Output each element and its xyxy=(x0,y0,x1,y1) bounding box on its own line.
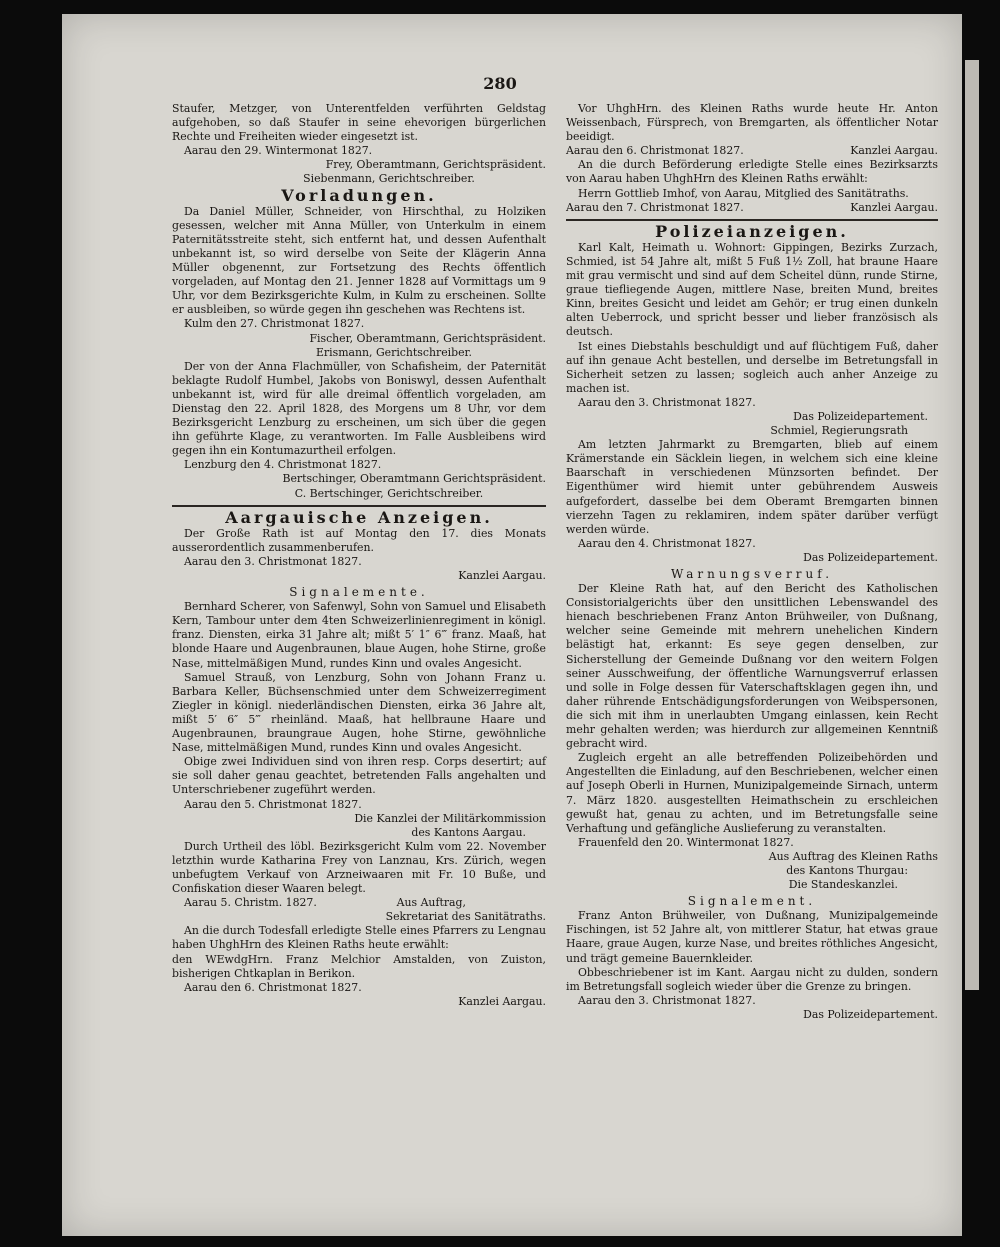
section-heading-polizeianzeigen: Polizeianzeigen. xyxy=(655,221,849,241)
section-divider xyxy=(566,219,938,221)
right-column xyxy=(566,102,938,1022)
notice-bezirksarzt: An die durch Beförderung erledigte Stelle eines Bezirksarzts von Aarau haben UhghHrn des Kleinen Raths erwählt: xyxy=(566,158,938,186)
notice-bezirksarzt-name: Herrn Gottlieb Imhof, von Aarau, Mitglied des Sanitätraths. xyxy=(578,186,909,200)
notice-notar: Vor UhghHrn. des Kleinen Raths wurde heute Hr. Anton Weissenbach, Fürsprech, von Bremgarten, als öffentlicher Notar beeidigt. xyxy=(566,102,938,144)
next-page-edge xyxy=(965,60,979,990)
notice-date: Aarau den 6. Christmonat 1827. xyxy=(566,144,744,158)
notice-grosse-rath: Der Große Rath ist auf Montag den 17. dies Monats ausserordentlich zusammenberufen. xyxy=(172,526,546,554)
notice-deserters: Obige zwei Individuen sind von ihren resp. Corps desertirt; auf sie soll daher genau geachtet, betretenden Falls angehalten und Unterschriebener zugeführt werden. xyxy=(172,755,546,797)
notice-kalt: Karl Kalt, Heimath u. Wohnort: Gippingen, Bezirks Zurzach, Schmied, ist 54 Jahre alt, mißt 5 Fuß 1½ Zoll, hat braune Haare mit grau vermischt und sind auf dem Scheitel dünn, runde Stirne, graue tiefliegende Augen, mittlere Nase, breiten Mund, breites Kinn, breites Gesicht und leidet am Gehör; er trug einen dunkeln alten Ueberrock, und spricht besser und lieber französisch als deutsch. xyxy=(566,240,938,339)
notice-signature: Bertschinger, Oberamtmann Gerichtspräsident. xyxy=(282,472,546,486)
page-number: 280 xyxy=(483,74,517,93)
section-divider xyxy=(172,505,546,507)
notice-date: Aarau den 6. Christmonat 1827. xyxy=(184,980,362,994)
notice-date: Kulm den 27. Christmonat 1827. xyxy=(184,317,365,331)
section-heading-aargauische-anzeigen: Aargauische Anzeigen. xyxy=(225,507,493,527)
notice-signature: Siebenmann, Gerichtschreiber. xyxy=(303,172,475,186)
notice-signature: Kanzlei Aargau. xyxy=(850,144,938,158)
notice-signature: Frey, Oberamtmann, Gerichtspräsident. xyxy=(325,158,546,172)
notice-signature: Fischer, Oberamtmann, Gerichtspräsident. xyxy=(309,331,546,345)
notice-date: Frauenfeld den 20. Wintermonat 1827. xyxy=(578,835,794,849)
notice-date: Aarau den 7. Christmonat 1827. xyxy=(566,200,744,214)
notice-date-row xyxy=(172,896,546,910)
left-column xyxy=(172,102,546,1009)
notice-signature: des Kantons Thurgau: xyxy=(786,863,908,877)
notice-signature: Die Standeskanzlei. xyxy=(788,878,898,892)
notice-date: Aarau den 3. Christmonat 1827. xyxy=(578,993,756,1007)
notice-date: Aarau den 5. Christmonat 1827. xyxy=(184,797,362,811)
notice-stauffer: Staufer, Metzger, von Unterentfelden verführten Geldstag aufgehoben, so daß Staufer in seine ehevorigen bürgerlichen Rechte und Freiheiten wieder eingesetzt ist. xyxy=(172,102,546,144)
notice-signature: Sekretariat des Sanitätraths. xyxy=(385,910,546,924)
notice-frey: Durch Urtheil des löbl. Bezirksgericht Kulm vom 22. November letzthin wurde Katharina Frey von Lanznau, Krs. Zürich, wegen unbefugtem Verkauf von Arzneiwaaren mit Fr. 10 Buße, und Confiskation dieser Waaren belegt. xyxy=(172,839,546,896)
notice-signature: Kanzlei Aargau. xyxy=(458,569,546,582)
notice-signature: Die Kanzlei der Militärkommission xyxy=(354,811,546,825)
notice-signature: des Kantons Aargau. xyxy=(411,825,526,839)
notice-pfarrer-name: den WEwdgHrn. Franz Melchior Amstalden, von Zuiston, bisherigen Chtkaplan in Berikon. xyxy=(172,952,546,980)
notice-date: Aarau den 3. Christmonat 1827. xyxy=(578,395,756,409)
notice-date-row xyxy=(566,144,938,158)
notice-pfarrer: An die durch Todesfall erledigte Stelle eines Pfarrers zu Lengnau haben UhghHrn des Kleinen Raths heute erwählt: xyxy=(172,924,546,952)
notice-warnungsverruf-invitation: Zugleich ergeht an alle betreffenden Polizeibehörden und Angestellten die Einladung, auf den Beschriebenen, welcher einen auf Joseph Oberli in Hurnen, Munizipalgemeinde Sirnach, unterm 7. März 1820. ausgestellten Heimathschein zu erschleichen gewußt hat, genau zu achten, und im Betretungsfalle seine Verhaftung und gefängliche Auslieferung zu veranstalten. xyxy=(566,751,938,835)
notice-signature: Erismann, Gerichtschreiber. xyxy=(315,345,473,359)
notice-date: Aarau den 3. Christmonat 1827. xyxy=(184,554,362,568)
notice-date: Aarau den 4. Christmonat 1827. xyxy=(578,536,756,550)
notice-signature: Kanzlei Aargau. xyxy=(850,200,938,214)
notice-date: Aarau 5. Christm. 1827. xyxy=(184,896,317,910)
notice-mueller: Da Daniel Müller, Schneider, von Hirschthal, zu Holziken gesessen, welcher mit Anna Müller, von Unterkulm in einem Paternitätsstreite steht, sich entfernt hat, und dessen Aufenthalt unbekannt ist, so wird derselbe von Seite der Klägerin Anna Müller obgenennt, zur Fortsetzung des Rechts öffentlich vorgeladen, auf Montag den 21. Jenner 1828 auf Vormittags um 9 Uhr, vor dem Bezirksgerichte Kulm, in Kulm zu erscheinen. Sollte er ausbleiben, so würde gegen ihn geschehen was Rechtens ist. xyxy=(172,204,546,317)
notice-signature: Schmiel, Regierungsrath xyxy=(770,424,908,438)
notice-signature: Das Polizeidepartement. xyxy=(803,550,938,564)
notice-bruehweiler-order: Obbeschriebener ist im Kant. Aargau nicht zu dulden, sondern im Betretungsfall sogleich wieder über die Grenze zu bringen. xyxy=(566,965,938,993)
notice-humbel: Der von der Anna Flachmüller, von Schafisheim, der Paternität beklagte Rudolf Humbel, Jakobs von Boniswyl, dessen Aufenthalt unbekannt ist, wird für alle dreimal öffentlich vorgeladen, am Dienstag den 22. April 1828, des Morgens um 8 Uhr, vor dem Bezirksgericht Lenzburg zu erscheinen, um sich über die gegen ihn geführte Klage, zu verantworten. Im Falle Ausbleibens wird gegen ihn ein Kontumazurtheil erfolgen. xyxy=(172,359,546,458)
subheading-warnungsverruf: Warnungsverruf. xyxy=(670,567,834,581)
notice-strauss: Samuel Strauß, von Lenzburg, Sohn von Johann Franz u. Barbara Keller, Büchsenschmied unter dem Schweizerregiment Ziegler in königl. niederländischen Diensten, eirka 36 Jahre alt, mißt 5′ 6″ 5‴ rheinländ. Maaß, hat hellbraune Haare und Augenbraunen, braungraue Augen, hohe Stirne, gewöhnliche Nase, mittelmäßigen Mund, rundes Kinn und ovales Angesicht. xyxy=(172,670,546,755)
notice-saecklein: Am letzten Jahrmarkt zu Bremgarten, blieb auf einem Krämerstande ein Säcklein liegen, in welchem sich eine kleine Baarschaft in verschiedenen Münzsorten befindet. Der Eigenthümer wird hiemit unter gebührendem Ausweis aufgefordert, dasselbe bei dem Oberamt Bremgarten binnen vierzehn Tagen zu reklamiren, indem später darüber verfügt werden würde. xyxy=(566,438,938,536)
subheading-signalemente: Signalemente. xyxy=(289,585,429,600)
notice-warnungsverruf: Der Kleine Rath hat, auf den Bericht des Katholischen Consistorialgerichts über den unsittlichen Lebenswandel des hienach beschriebenen Franz Anton Brühweiler, von Dußnang, welcher seine Gemeinde mit mehrern unehelichen Kindern belästigt hat, erkannt: Es seye gegen denselben, zur Sicherstellung der Gemeinde Dußnang vor den weitern Folgen seiner Ausschweifung, der öffentliche Warnungsverruf erlassen und solle in Folge dessen für Vaterschaftsklagen gegen ihn, und daher rührende Entschädigungsforderungen von Weibspersonen, die sich mit ihm in unerlaubten Umgang einlassen, kein Recht mehr gehalten werden; was hierdurch zur allgemeinen Kenntniß gebracht wird. xyxy=(566,582,938,751)
notice-signature: Kanzlei Aargau. xyxy=(458,994,546,1008)
notice-scherer: Bernhard Scherer, von Safenwyl, Sohn von Samuel und Elisabeth Kern, Tambour unter dem 4ten Schweizerlinienregiment in königl. franz. Diensten, eirka 31 Jahre alt; mißt 5′ 1″ 6‴ franz. Maaß, hat blonde Haare und Augenbraunen, blaue Augen, hohe Stirne, große Nase, mittelmäßigen Mund, rundes Kinn und ovales Angesicht. xyxy=(172,600,546,670)
notice-signature: Das Polizeidepartement. xyxy=(803,1007,938,1021)
notice-signature: Aus Auftrag des Kleinen Raths xyxy=(768,849,938,863)
notice-signature: Das Polizeidepartement. xyxy=(793,409,928,423)
notice-date: Aarau den 29. Wintermonat 1827. xyxy=(184,144,373,158)
notice-kalt-order: Ist eines Diebstahls beschuldigt und auf flüchtigem Fuß, daher auf ihn genaue Acht bestellen, und derselbe im Betretungsfall in Sicherheit setzen zu lassen; sogleich auch anher Anzeige zu machen ist. xyxy=(566,339,938,395)
notice-date-row xyxy=(566,201,938,215)
subheading-signalement: Signalement. xyxy=(687,894,817,909)
notice-bruehweiler: Franz Anton Brühweiler, von Dußnang, Munizipalgemeinde Fischingen, ist 52 Jahre alt, von mittlerer Statur, hat etwas graue Haare, graue Augen, kurze Nase, und breites röthliches Angesicht, und trägt gemeine Bauernkleider. xyxy=(566,909,938,965)
notice-auftrag: Aus Auftrag, xyxy=(396,896,466,910)
notice-signature: C. Bertschinger, Gerichtschreiber. xyxy=(294,486,484,500)
section-heading-vorladungen: Vorladungen. xyxy=(281,185,437,205)
notice-date: Lenzburg den 4. Christmonat 1827. xyxy=(184,458,382,472)
